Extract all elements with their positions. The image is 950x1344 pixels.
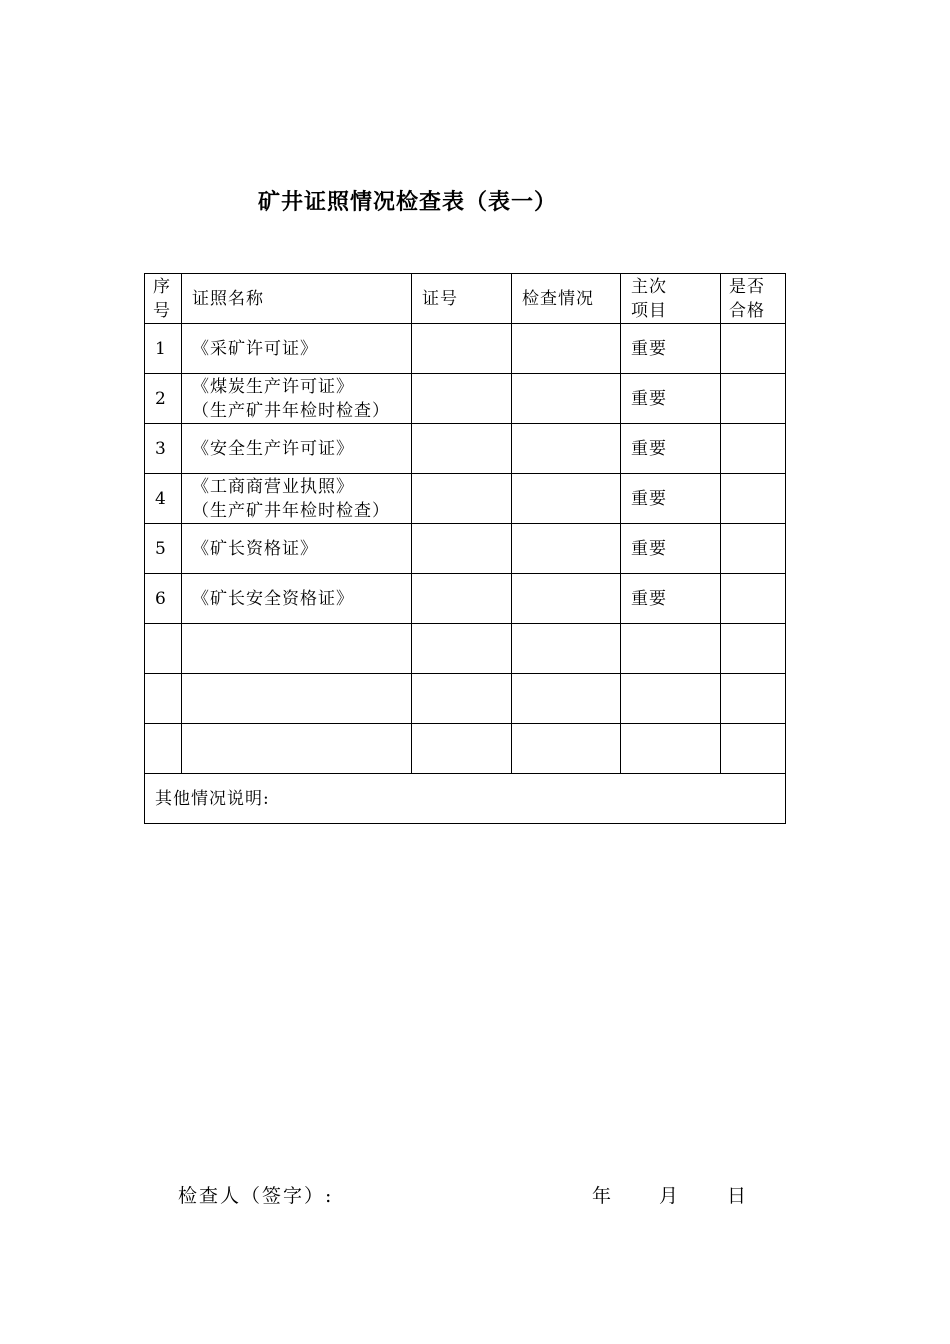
date-day-label: 日 [727, 1185, 749, 1207]
row-qualified-cell[interactable] [721, 374, 786, 424]
row-qualified-cell[interactable] [721, 424, 786, 474]
row-cert-no-cell[interactable] [412, 424, 512, 474]
row-status-cell[interactable] [512, 474, 621, 524]
row-cert-no-cell[interactable] [412, 374, 512, 424]
empty-cell[interactable] [145, 674, 182, 724]
row-seq: 1 [145, 324, 182, 374]
header-seq: 序 号 [145, 274, 182, 324]
row-cert-name: 《采矿许可证》 [182, 324, 412, 374]
table-row [145, 424, 786, 474]
row-seq: 5 [145, 524, 182, 574]
row-seq: 2 [145, 374, 182, 424]
empty-cell[interactable] [721, 674, 786, 724]
row-cert-name: 《矿长安全资格证》 [182, 574, 412, 624]
row-cert-name: 《矿长资格证》 [182, 524, 412, 574]
row-priority: 重要 [621, 324, 721, 374]
header-priority: 主次 项目 [621, 274, 721, 324]
certificate-check-table [144, 273, 786, 824]
empty-cell[interactable] [182, 674, 412, 724]
header-cert-no: 证号 [412, 274, 512, 324]
row-priority: 重要 [621, 474, 721, 524]
table-row [145, 324, 786, 374]
table-row [145, 574, 786, 624]
row-priority: 重要 [621, 374, 721, 424]
empty-cell[interactable] [721, 724, 786, 774]
table-row [145, 374, 786, 424]
date-month-label: 月 [659, 1185, 681, 1207]
table-header-row [145, 274, 786, 324]
row-cert-no-cell[interactable] [412, 474, 512, 524]
row-cert-name: 《煤炭生产许可证》 （生产矿井年检时检查） [182, 374, 412, 424]
empty-cell[interactable] [145, 624, 182, 674]
header-qualified: 是否 合格 [721, 274, 786, 324]
notes-row [145, 774, 786, 824]
row-cert-no-cell[interactable] [412, 524, 512, 574]
table-row [145, 524, 786, 574]
empty-cell[interactable] [412, 674, 512, 724]
row-priority: 重要 [621, 424, 721, 474]
row-status-cell[interactable] [512, 374, 621, 424]
row-cert-no-cell[interactable] [412, 574, 512, 624]
row-cert-name: 《安全生产许可证》 [182, 424, 412, 474]
empty-cell[interactable] [512, 674, 621, 724]
empty-cell[interactable] [512, 724, 621, 774]
inspector-signature-label: 检查人（签字）: [178, 1185, 334, 1207]
empty-cell[interactable] [412, 624, 512, 674]
row-priority: 重要 [621, 524, 721, 574]
notes-label: 其他情况说明: [155, 788, 270, 809]
empty-cell[interactable] [721, 624, 786, 674]
empty-table-row [145, 624, 786, 674]
row-status-cell[interactable] [512, 574, 621, 624]
row-qualified-cell[interactable] [721, 524, 786, 574]
notes-section[interactable] [145, 774, 786, 824]
empty-cell[interactable] [512, 624, 621, 674]
empty-cell[interactable] [182, 624, 412, 674]
row-priority: 重要 [621, 574, 721, 624]
row-status-cell[interactable] [512, 324, 621, 374]
date-year-label: 年 [592, 1185, 614, 1207]
page-title: 矿井证照情况检查表（表一） [258, 189, 558, 215]
empty-cell[interactable] [412, 724, 512, 774]
header-status: 检查情况 [512, 274, 621, 324]
empty-table-row [145, 724, 786, 774]
empty-cell[interactable] [145, 724, 182, 774]
row-seq: 4 [145, 474, 182, 524]
empty-cell[interactable] [621, 724, 721, 774]
row-status-cell[interactable] [512, 424, 621, 474]
header-name: 证照名称 [182, 274, 412, 324]
row-seq: 3 [145, 424, 182, 474]
row-cert-name: 《工商商营业执照》 （生产矿井年检时检查） [182, 474, 412, 524]
row-cert-no-cell[interactable] [412, 324, 512, 374]
empty-table-row [145, 674, 786, 724]
row-qualified-cell[interactable] [721, 574, 786, 624]
empty-cell[interactable] [182, 724, 412, 774]
table-row [145, 474, 786, 524]
row-qualified-cell[interactable] [721, 474, 786, 524]
row-seq: 6 [145, 574, 182, 624]
empty-cell[interactable] [621, 674, 721, 724]
empty-cell[interactable] [621, 624, 721, 674]
row-qualified-cell[interactable] [721, 324, 786, 374]
row-status-cell[interactable] [512, 524, 621, 574]
